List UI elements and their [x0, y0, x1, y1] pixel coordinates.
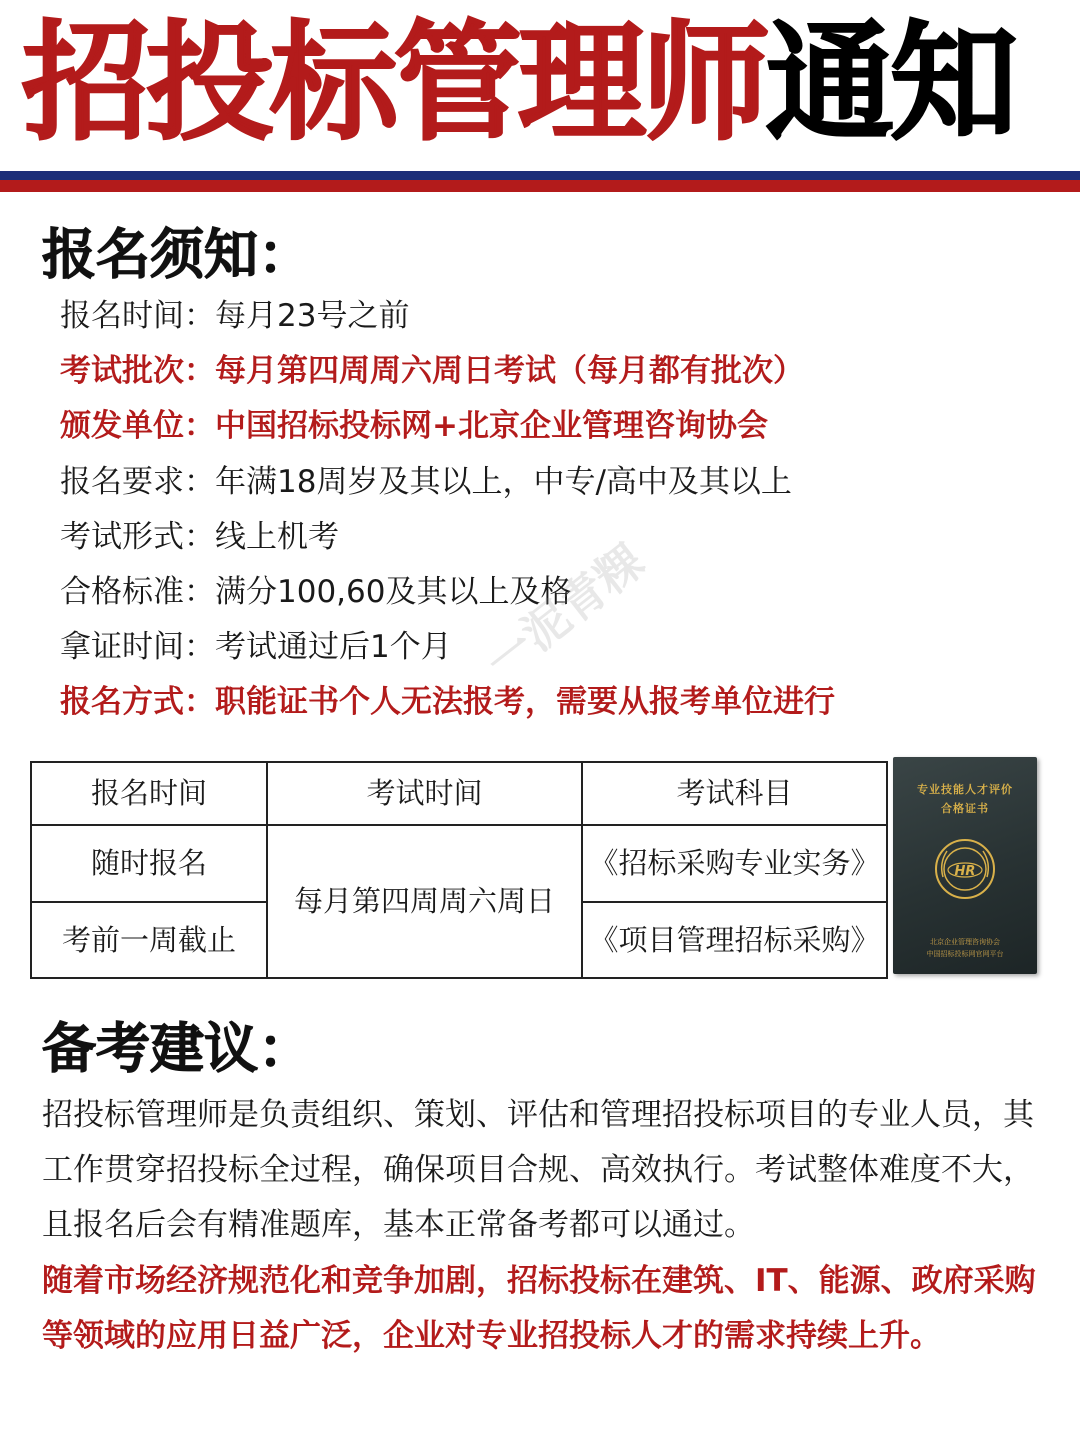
title-black-part: 通知 [766, 9, 1015, 158]
table-cell-exam-time: 每月第四周周六周日 [267, 825, 582, 978]
registration-heading: 报名须知： [42, 223, 312, 286]
info-row-certificate-time [60, 621, 835, 676]
certificate-image [893, 757, 1037, 974]
info-value: 职能证书个人无法报考，需要从报考单位进行 [215, 684, 835, 721]
info-value: 每月23号之前 [215, 298, 410, 334]
info-label: 考试批次： [60, 353, 215, 390]
exam-schedule-table [30, 761, 888, 979]
certificate-issuer-line: 中国招标投标网官网平台 [926, 950, 1004, 958]
table-cell-subject: 《招标采购专业实务》 [582, 825, 887, 902]
info-label: 合格标准： [60, 573, 215, 610]
advice-paragraph: 招投标管理师是负责组织、策划、评估和管理招投标项目的专业人员，其工作贯穿招投标全过程，确保项目合规、高效执行。考试整体难度不大，且报名后会有精准题库，基本正常备考都可以通过。 [42, 1097, 1034, 1243]
info-label: 拿证时间： [60, 629, 215, 666]
table-header-cell: 考试时间 [267, 762, 582, 825]
info-value: 线上机考 [215, 518, 339, 555]
info-value: 年满18周岁及其以上，中专/高中及其以上 [215, 463, 792, 500]
info-value: 考试通过后1个月 [215, 629, 452, 666]
info-label: 颁发单位： [60, 408, 215, 445]
info-value: 中国招标投标网+北京企业管理咨询协会 [215, 408, 768, 445]
certificate-subtitle: 合格证书 [941, 802, 989, 815]
study-advice-heading: 备考建议： [42, 1017, 312, 1080]
info-value: 满分100,60及其以上及格 [215, 573, 572, 610]
page-title [22, 9, 1015, 158]
table-cell-subject: 《项目管理招标采购》 [582, 902, 887, 978]
info-row-pass-standard [60, 566, 835, 621]
certificate-title: 专业技能人才评价 [917, 783, 1013, 796]
table-row [31, 825, 887, 902]
info-row-issuer [60, 400, 835, 455]
info-row-register-time [60, 290, 835, 345]
info-value: 每月第四周周六周日考试（每月都有批次） [215, 353, 804, 390]
table-header-row [31, 762, 887, 825]
certificate-emblem-icon [933, 837, 997, 901]
info-label: 考试形式： [60, 518, 215, 555]
table-header-cell: 报名时间 [31, 762, 267, 825]
table-header-cell: 考试科目 [582, 762, 887, 825]
header-stripe-blue [0, 171, 1080, 180]
info-label: 报名要求： [60, 463, 215, 500]
certificate-issuer-line: 北京企业管理咨询协会 [930, 938, 1000, 946]
info-row-requirements [60, 456, 835, 511]
certificate-emblem-text: HR [954, 864, 976, 879]
table-cell-reg-time: 随时报名 [31, 825, 267, 902]
advice-highlight-paragraph: 随着市场经济规范化和竞争加剧，招标投标在建筑、IT、能源、政府采购等领域的应用日益广泛，企业对专业招投标人才的需求持续上升。 [42, 1263, 1036, 1354]
title-red-part: 招投标管理师 [22, 9, 767, 158]
info-label: 报名时间： [60, 298, 215, 334]
info-label: 报名方式： [60, 684, 215, 721]
header-stripe-red [0, 180, 1080, 192]
info-row-exam-format [60, 511, 835, 566]
info-row-exam-batch [60, 345, 835, 400]
registration-info-list [60, 290, 835, 732]
watermark: 一泥青粿 [475, 533, 654, 690]
table-cell-reg-deadline: 考前一周截止 [31, 902, 267, 978]
info-row-registration-method [60, 676, 835, 731]
